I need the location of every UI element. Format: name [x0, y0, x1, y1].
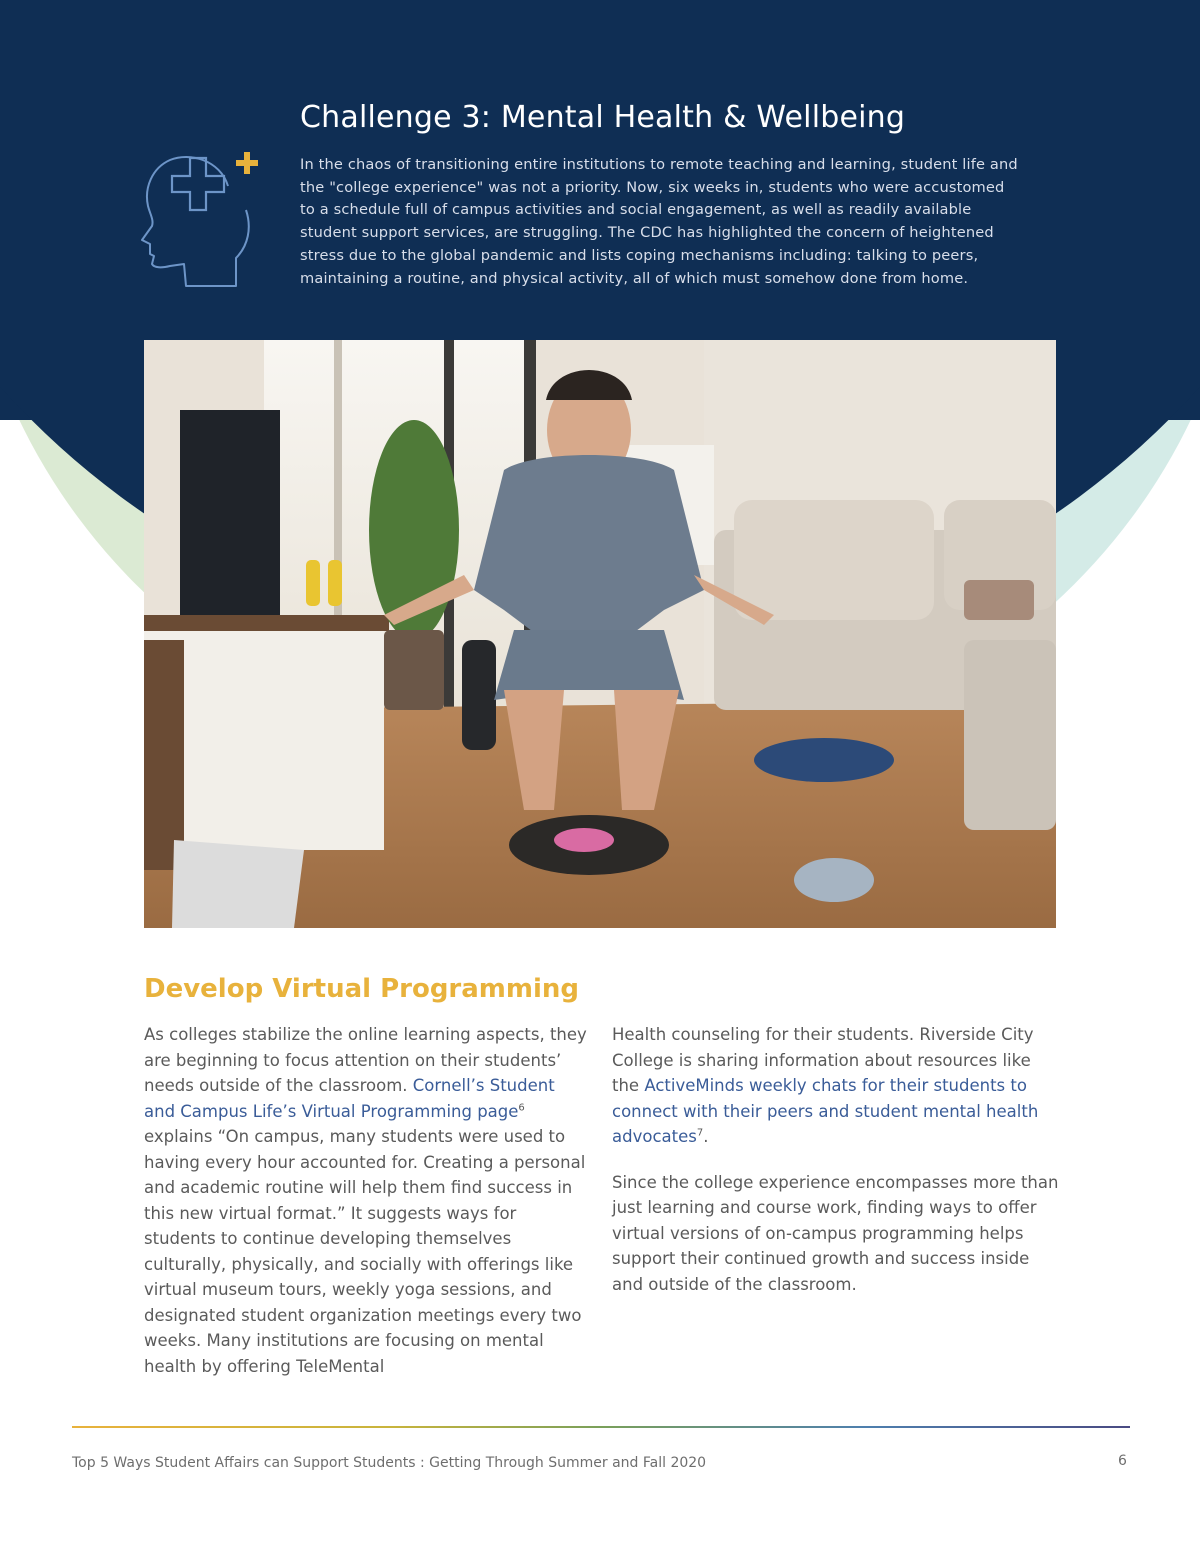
head-with-plus-icon — [140, 150, 265, 290]
footnote-6: 6 — [518, 1102, 525, 1113]
section-heading: Develop Virtual Programming — [144, 974, 580, 1004]
challenge-title: Challenge 3: Mental Health & Wellbeing — [300, 100, 906, 135]
left-column — [144, 1022, 589, 1379]
right-text-1: Health counseling for their students. Riverside City College is sharing information about resources like the — [612, 1025, 1034, 1095]
cornell-virtual-programming-link[interactable]: Cornell’s Student and Campus Life’s Virtual Programming page — [144, 1076, 555, 1121]
left-paragraph — [144, 1022, 589, 1379]
right-paragraph-1 — [612, 1022, 1060, 1150]
left-text-1: As colleges stabilize the online learning aspects, they are beginning to focus attention on their students’ needs outside of the classroom. — [144, 1025, 587, 1095]
activeminds-chats-link[interactable]: ActiveMinds weekly chats for their students to connect with their peers and student mental health advocates — [612, 1076, 1039, 1146]
challenge-intro: In the chaos of transitioning entire institutions to remote teaching and learning, student life and the "college experience" was not a priority. Now, six weeks in, students who were accustomed to a schedule full of campus activities and social engagement, as well as readily available student support services, are struggling. The CDC has highlighted the concern of heightened stress due to the global pandemic and lists coping mechanisms including: talking to peers, maintaining a routine, and physical activity, all of which must somehow done from home. — [300, 156, 1018, 287]
left-text-2: explains “On campus, many students were used to having every hour accounted for. Creating a personal and academic routine will help them find success in this new virtual format.” It suggests ways for students to continue developing themselves culturally, physically, and socially with offerings like virtual museum tours, weekly yoga sessions, and designated student organization meetings every two weeks. Many institutions are focusing on mental health by offering TeleMental — [144, 1127, 586, 1376]
footer-divider — [72, 1426, 1130, 1428]
right-paragraph-2: Since the college experience encompasses more than just learning and course work, finding ways to offer virtual versions of on-campus programming helps support their continued growth and success inside and outside of the classroom. — [612, 1172, 1059, 1294]
footer-title: Top 5 Ways Student Affairs can Support Students : Getting Through Summer and Fall 2020 — [72, 1455, 707, 1471]
footnote-7: 7 — [696, 1127, 704, 1139]
photo-man-balance-board — [144, 340, 1056, 928]
right-text-2: . — [703, 1127, 709, 1146]
right-column — [612, 1022, 1060, 1297]
page-number: 6 — [1118, 1453, 1127, 1469]
